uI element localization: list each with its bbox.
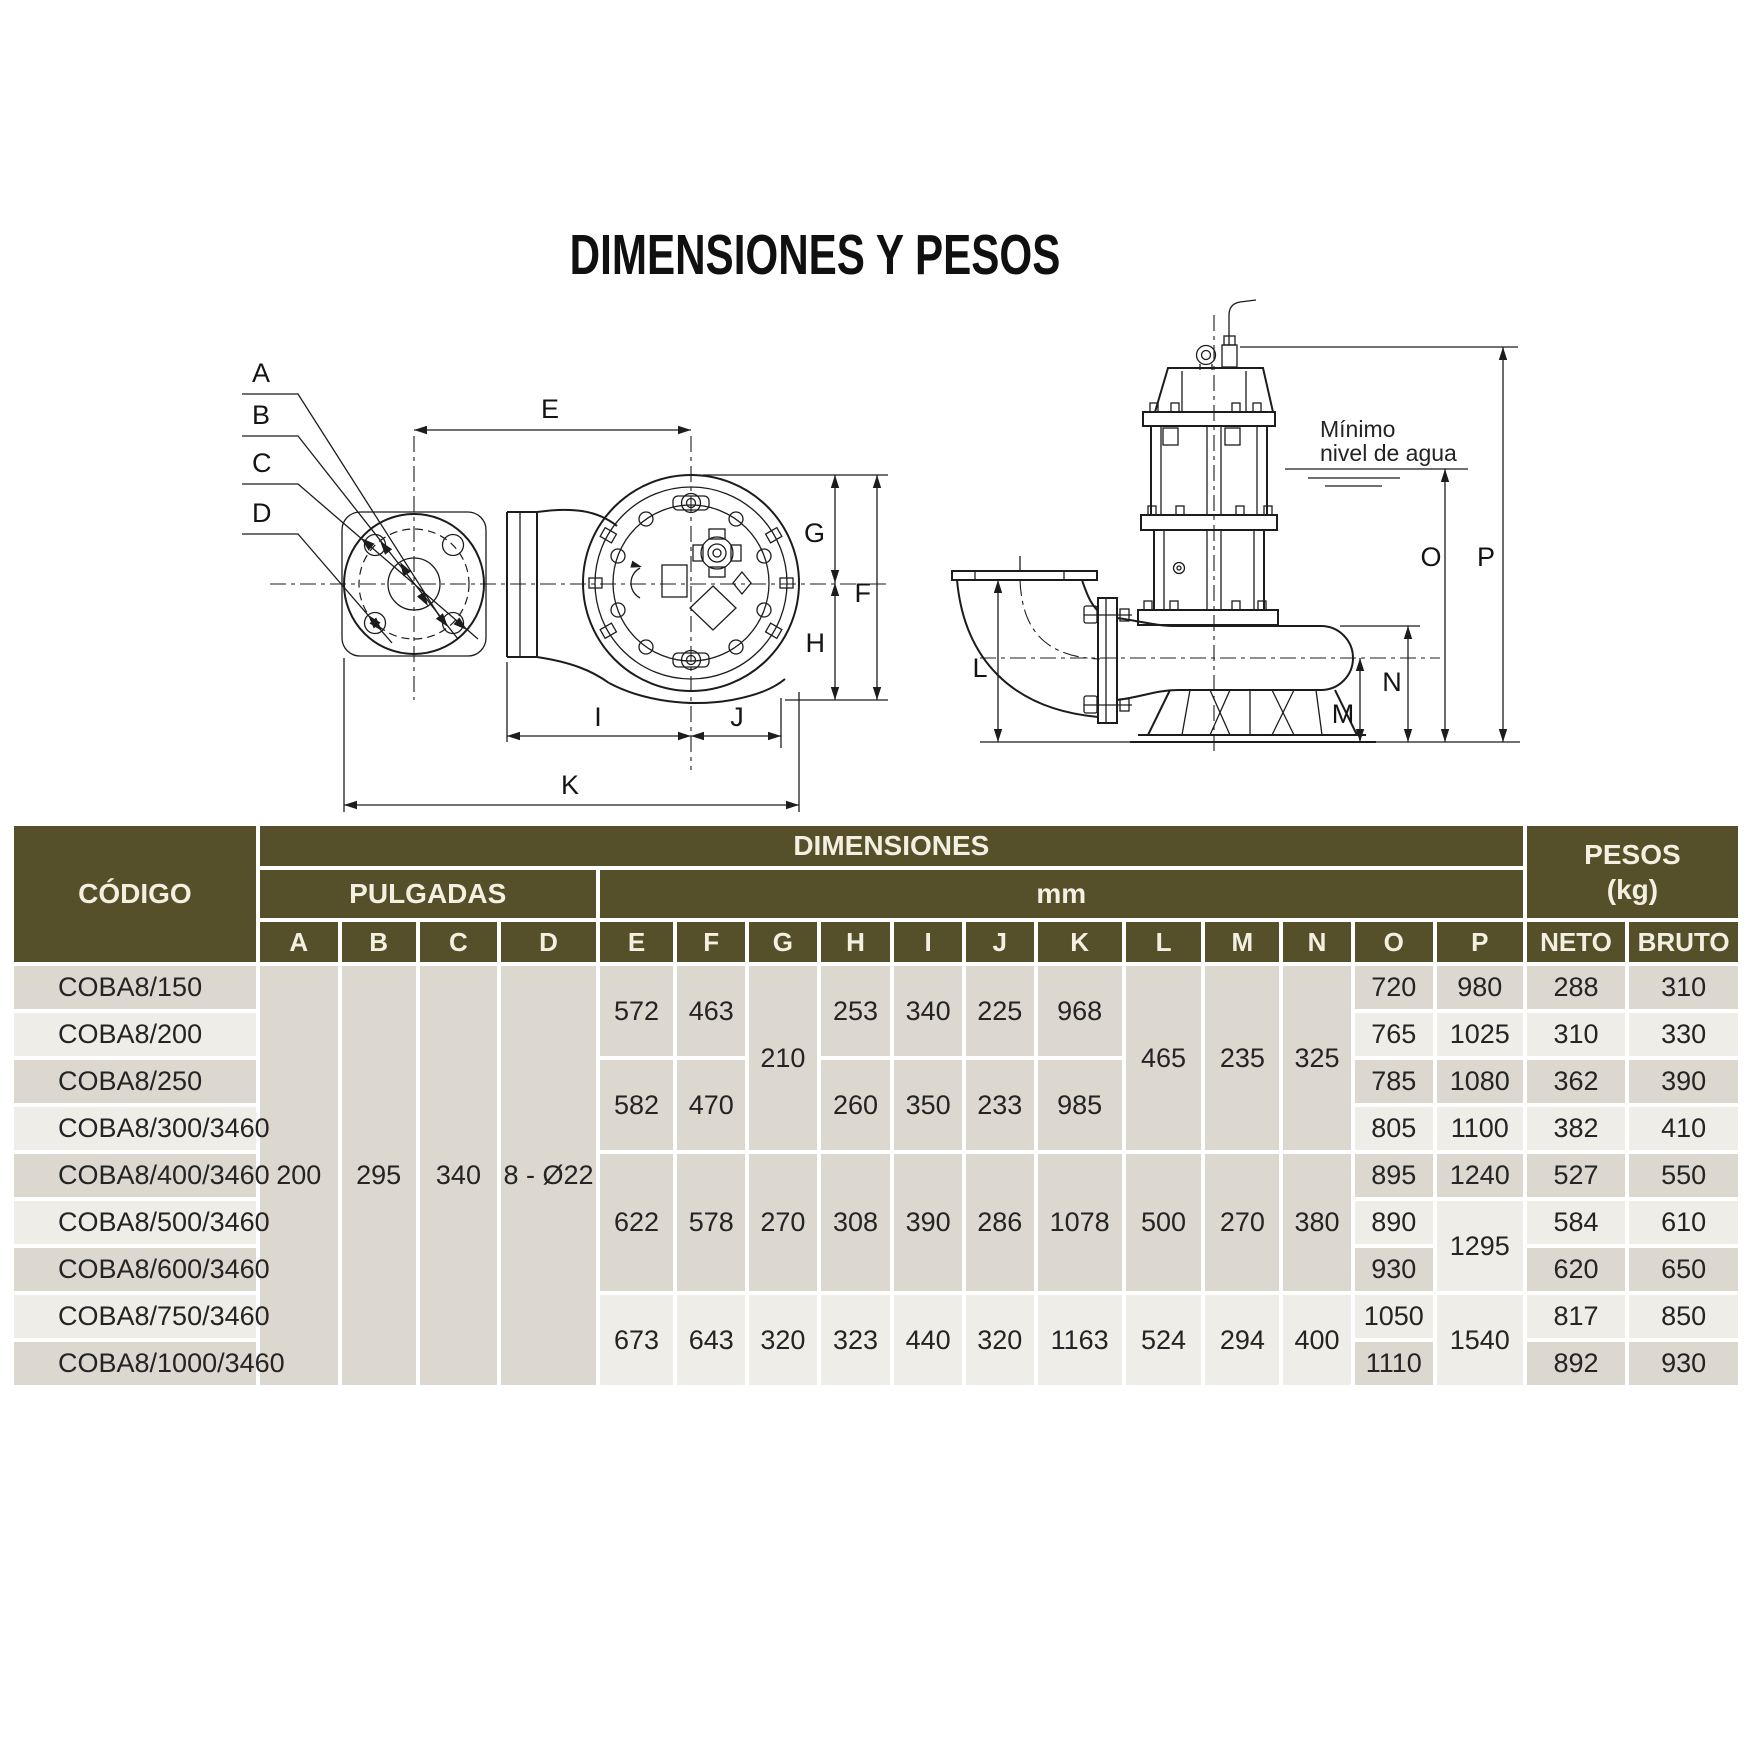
page-title: DIMENSIONES Y PESOS <box>569 223 1061 287</box>
header-pesos-line1: PESOS <box>1584 839 1681 870</box>
dim-label-b: B <box>252 400 271 430</box>
table-row <box>14 966 1738 1009</box>
cell-weight: 620 <box>1527 1248 1625 1291</box>
dim-label-p: P <box>1476 542 1496 572</box>
dim-label-d: D <box>252 498 272 528</box>
cell-dim: 225 <box>966 966 1034 1056</box>
cell-weight: 817 <box>1527 1295 1625 1338</box>
col-header: A <box>260 922 338 962</box>
dim-label-f: F <box>854 578 871 608</box>
cell-codigo: COBA8/500/3460 <box>14 1201 256 1244</box>
header-codigo: CÓDIGO <box>14 826 256 962</box>
cell-dim: 233 <box>966 1060 1034 1150</box>
cell-dim: 1050 <box>1355 1295 1433 1338</box>
cell-dim: 8 - Ø22 <box>501 966 595 1385</box>
cell-weight: 650 <box>1629 1248 1738 1291</box>
cell-dim: 270 <box>1205 1154 1279 1291</box>
col-header: G <box>749 922 817 962</box>
cell-dim: 622 <box>600 1154 674 1291</box>
dim-label-i: I <box>594 702 602 732</box>
cell-weight: 288 <box>1527 966 1625 1009</box>
dim-label-o: O <box>1420 542 1442 572</box>
header-pulgadas: PULGADAS <box>260 870 596 918</box>
cell-dim: 270 <box>749 1154 817 1291</box>
cell-dim: 785 <box>1355 1060 1433 1103</box>
dim-label-n: N <box>1382 667 1402 697</box>
pump-side-view-drawing <box>880 285 1530 765</box>
cell-weight: 584 <box>1527 1201 1625 1244</box>
cell-dim: 572 <box>600 966 674 1056</box>
cell-dim: 295 <box>342 966 416 1385</box>
cell-weight: 930 <box>1629 1342 1738 1385</box>
cell-dim: 1025 <box>1437 1013 1523 1056</box>
col-header: P <box>1437 922 1523 962</box>
dimensions-table-wrap <box>10 822 1742 1389</box>
cell-dim: 805 <box>1355 1107 1433 1150</box>
cell-codigo: COBA8/1000/3460 <box>14 1342 256 1385</box>
cell-weight: 310 <box>1527 1013 1625 1056</box>
cell-dim: 340 <box>894 966 962 1056</box>
cell-weight: 527 <box>1527 1154 1625 1197</box>
cell-dim: 235 <box>1205 966 1279 1150</box>
cell-dim: 350 <box>894 1060 962 1150</box>
col-header: E <box>600 922 674 962</box>
cell-dim: 1240 <box>1437 1154 1523 1197</box>
cell-dim: 578 <box>677 1154 745 1291</box>
col-header: F <box>677 922 745 962</box>
cell-dim: 260 <box>821 1060 891 1150</box>
col-header: NETO <box>1527 922 1625 962</box>
cell-codigo: COBA8/400/3460 <box>14 1154 256 1197</box>
cell-dim: 320 <box>749 1295 817 1385</box>
dim-label-g: G <box>803 518 825 548</box>
col-header: H <box>821 922 891 962</box>
cell-dim: 308 <box>821 1154 891 1291</box>
cell-codigo: COBA8/300/3460 <box>14 1107 256 1150</box>
water-note-line2: nivel de agua <box>1320 440 1457 466</box>
water-note-line1: Mínimo <box>1320 416 1396 442</box>
dim-label-m: M <box>1331 699 1355 729</box>
col-header: N <box>1283 922 1351 962</box>
cell-codigo: COBA8/250 <box>14 1060 256 1103</box>
dimensions-table <box>10 822 1742 1389</box>
cell-weight: 850 <box>1629 1295 1738 1338</box>
col-header: BRUTO <box>1629 922 1738 962</box>
col-header: M <box>1205 922 1279 962</box>
col-header: J <box>966 922 1034 962</box>
cell-weight: 310 <box>1629 966 1738 1009</box>
cell-dim: 440 <box>894 1295 962 1385</box>
dim-label-k: K <box>560 770 580 800</box>
cell-dim: 1110 <box>1355 1342 1433 1385</box>
pump-top-view-drawing <box>240 300 900 820</box>
cell-dim: 1163 <box>1038 1295 1122 1385</box>
dim-label-h: H <box>805 628 825 658</box>
cell-dim: 582 <box>600 1060 674 1150</box>
header-dimensiones: DIMENSIONES <box>260 826 1523 866</box>
dim-label-a: A <box>252 358 271 388</box>
cell-dim: 673 <box>600 1295 674 1385</box>
header-pesos-line2: (kg) <box>1606 874 1659 905</box>
cell-codigo: COBA8/150 <box>14 966 256 1009</box>
cell-dim: 210 <box>749 966 817 1150</box>
col-header: C <box>420 922 498 962</box>
cell-dim: 340 <box>420 966 498 1385</box>
cell-codigo: COBA8/600/3460 <box>14 1248 256 1291</box>
cell-codigo: COBA8/750/3460 <box>14 1295 256 1338</box>
cell-weight: 362 <box>1527 1060 1625 1103</box>
cell-dim: 980 <box>1437 966 1523 1009</box>
cell-dim: 253 <box>821 966 891 1056</box>
cell-dim: 470 <box>677 1060 745 1150</box>
cell-dim: 765 <box>1355 1013 1433 1056</box>
dim-label-j: J <box>730 702 744 732</box>
cell-weight: 330 <box>1629 1013 1738 1056</box>
col-header: O <box>1355 922 1433 962</box>
cell-weight: 382 <box>1527 1107 1625 1150</box>
col-header: K <box>1038 922 1122 962</box>
cell-dim: 325 <box>1283 966 1351 1150</box>
cell-weight: 610 <box>1629 1201 1738 1244</box>
col-header: I <box>894 922 962 962</box>
cell-weight: 390 <box>1629 1060 1738 1103</box>
cell-dim: 643 <box>677 1295 745 1385</box>
header-mm: mm <box>600 870 1523 918</box>
cell-dim: 1078 <box>1038 1154 1122 1291</box>
cell-dim: 1295 <box>1437 1201 1523 1291</box>
cell-dim: 895 <box>1355 1154 1433 1197</box>
dim-label-e: E <box>540 394 560 424</box>
cell-codigo: COBA8/200 <box>14 1013 256 1056</box>
cell-dim: 286 <box>966 1154 1034 1291</box>
cell-dim: 720 <box>1355 966 1433 1009</box>
col-header: L <box>1126 922 1202 962</box>
cell-dim: 1100 <box>1437 1107 1523 1150</box>
cell-dim: 1080 <box>1437 1060 1523 1103</box>
cell-dim: 323 <box>821 1295 891 1385</box>
cell-dim: 294 <box>1205 1295 1279 1385</box>
header-pesos <box>1527 826 1738 918</box>
cell-dim: 968 <box>1038 966 1122 1056</box>
cell-dim: 985 <box>1038 1060 1122 1150</box>
cell-dim: 890 <box>1355 1201 1433 1244</box>
cell-dim: 390 <box>894 1154 962 1291</box>
cell-dim: 500 <box>1126 1154 1202 1291</box>
cell-dim: 524 <box>1126 1295 1202 1385</box>
col-header: B <box>342 922 416 962</box>
cell-dim: 320 <box>966 1295 1034 1385</box>
cell-dim: 200 <box>260 966 338 1385</box>
cell-dim: 465 <box>1126 966 1202 1150</box>
cell-dim: 1540 <box>1437 1295 1523 1385</box>
cell-dim: 380 <box>1283 1154 1351 1291</box>
cell-dim: 400 <box>1283 1295 1351 1385</box>
cell-weight: 892 <box>1527 1342 1625 1385</box>
cell-dim: 463 <box>677 966 745 1056</box>
col-header: D <box>501 922 595 962</box>
cell-dim: 930 <box>1355 1248 1433 1291</box>
cell-weight: 410 <box>1629 1107 1738 1150</box>
dim-label-c: C <box>252 448 272 478</box>
dim-label-l: L <box>972 653 988 683</box>
cell-weight: 550 <box>1629 1154 1738 1197</box>
